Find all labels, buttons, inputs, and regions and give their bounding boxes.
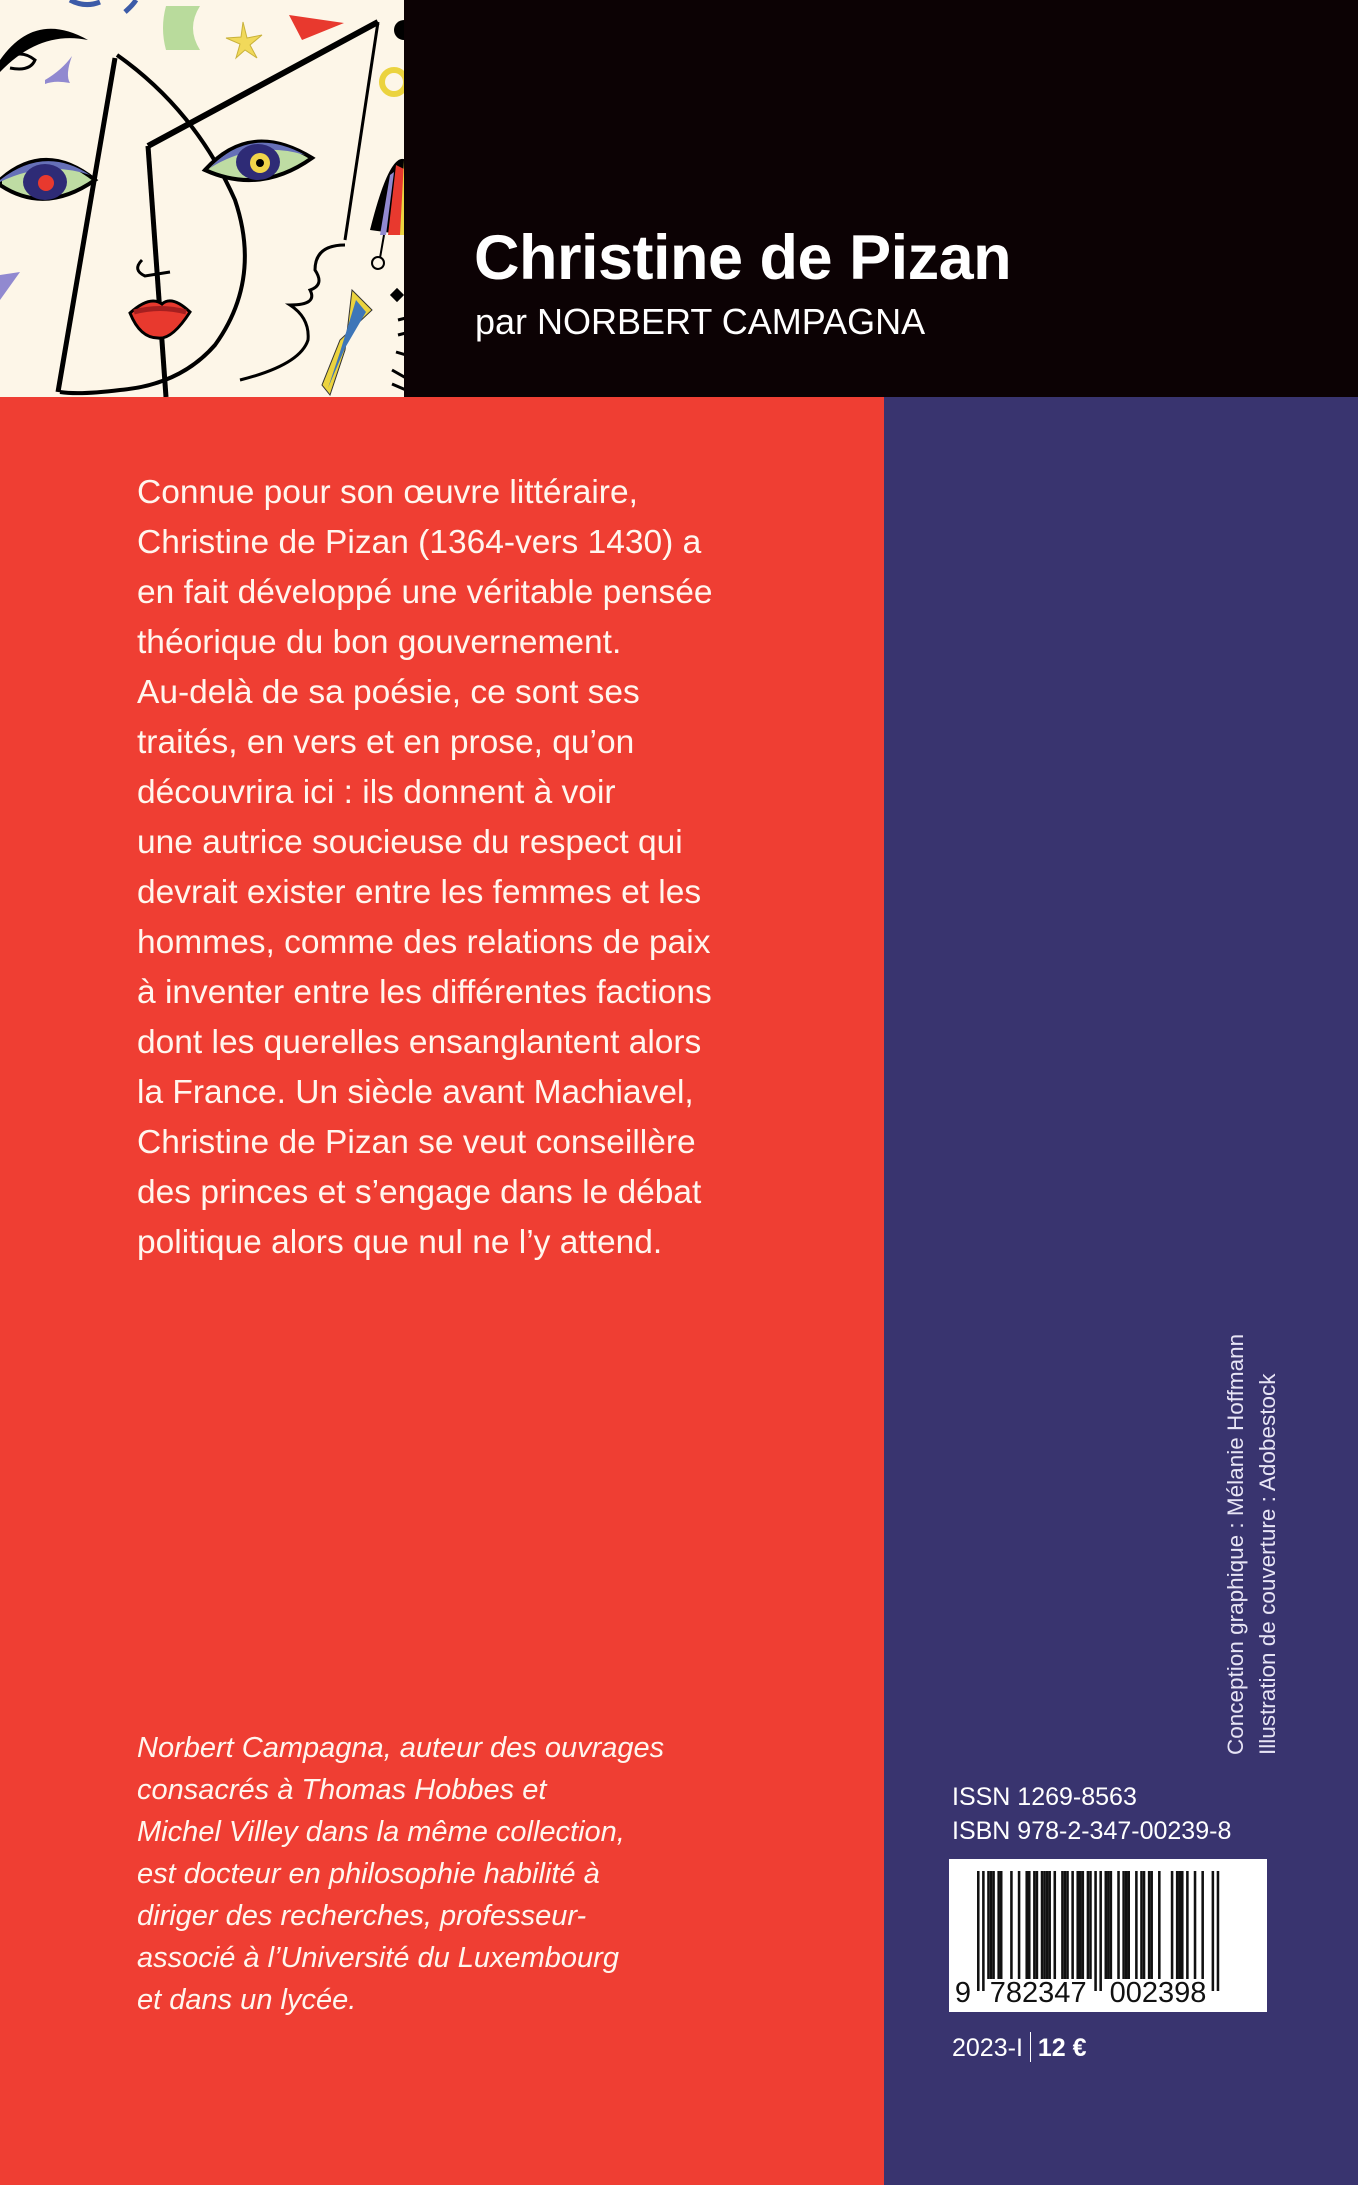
cover-credits (1220, 1334, 1284, 1755)
svg-text:002398: 002398 (1109, 1977, 1207, 2009)
bio-line: est docteur en philosophie habilité à (137, 1858, 600, 1890)
illustration-credit: Illustration de couverture : Adobestock (1255, 1373, 1280, 1755)
cover-header (0, 0, 1358, 397)
summary-line: en fait développé une véritable pensée (137, 574, 713, 611)
summary-line: des princes et s’engage dans le débat (137, 1174, 702, 1211)
summary-line: Connue pour son œuvre littéraire, (137, 474, 638, 511)
summary-line: Christine de Pizan (1364-vers 1430) a (137, 524, 702, 561)
summary-line: devrait exister entre les femmes et les (137, 874, 702, 911)
summary-line: hommes, comme des relations de paix (137, 924, 711, 961)
bio-line: associé à l’Université du Luxembourg (137, 1942, 619, 1974)
author-bio (137, 1727, 837, 2021)
price: 12 € (1037, 2034, 1087, 2062)
bio-line: Michel Villey dans la même collection, (137, 1816, 625, 1848)
identifiers (952, 1780, 1231, 1848)
svg-text:782347: 782347 (989, 1977, 1087, 2009)
edition-price-line (952, 2032, 1087, 2063)
isbn: ISBN 978-2-347-00239-8 (952, 1817, 1232, 1845)
summary-line: à inventer entre les différentes factions (137, 974, 712, 1011)
summary-line: Au-delà de sa poésie, ce sont ses (137, 674, 640, 711)
summary-line: théorique du bon gouvernement. (137, 624, 622, 661)
bio-line: Norbert Campagna, auteur des ouvrages (137, 1732, 665, 1764)
bio-line: diriger des recherches, professeur- (137, 1900, 587, 1932)
summary-line: la France. Un siècle avant Machiavel, (137, 1074, 694, 1111)
summary-line: Christine de Pizan se veut conseillère (137, 1124, 696, 1161)
isbn-barcode (949, 1859, 1267, 2012)
separator (1030, 2032, 1031, 2062)
cover-illustration (0, 0, 406, 397)
issn: ISSN 1269-8563 (952, 1783, 1137, 1811)
summary-line: dont les querelles ensanglantent alors (137, 1024, 702, 1061)
edition-label: 2023-I (952, 2034, 1023, 2062)
bio-line: consacrés à Thomas Hobbes et (137, 1774, 547, 1806)
summary-line: traités, en vers et en prose, qu’on (137, 724, 635, 761)
abstract-faces-icon (0, 0, 406, 397)
summary-line: une autrice soucieuse du respect qui (137, 824, 683, 861)
design-credit: Conception graphique : Mélanie Hoffmann (1223, 1333, 1248, 1755)
summary-line: découvrira ici : ils donnent à voir (137, 774, 616, 811)
svg-text:9: 9 (954, 1977, 972, 2009)
book-summary (137, 468, 837, 1268)
book-title: Christine de Pizan (474, 223, 1012, 293)
summary-line: politique alors que nul ne l’y attend. (137, 1224, 663, 1261)
barcode-icon (949, 1859, 1267, 2012)
bio-line: et dans un lycée. (137, 1984, 357, 2016)
author-byline: par NORBERT CAMPAGNA (475, 301, 926, 342)
